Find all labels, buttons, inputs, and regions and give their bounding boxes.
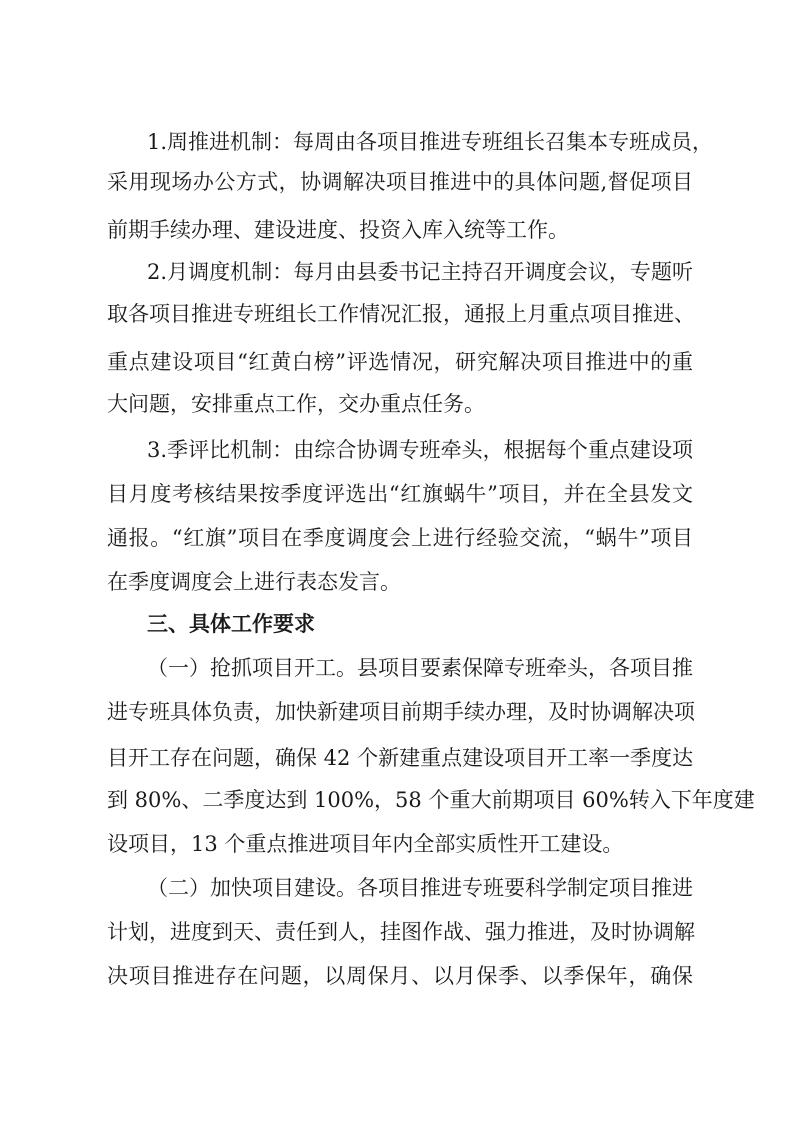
- paragraph-line: 2.月调度机制：每月由县委书记主持召开调度会议，专题听: [147, 260, 693, 284]
- paragraph-line: 目月度考核结果按季度评选出“红旗蜗牛”项目，并在全县发文: [107, 482, 693, 506]
- paragraph-line: 设项目，13 个重点推进项目年内全部实质性开工建设。: [107, 832, 624, 856]
- paragraph-line: 决项目推进存在问题，以周保月、以月保季、以季保年，确保: [107, 964, 693, 988]
- paragraph-line: 进专班具体负责，加快新建项目前期手续办理，及时协调解决项: [107, 700, 695, 724]
- paragraph-line: 1.周推进机制：每周由各项目推进专班组长召集本专班成员，: [147, 130, 714, 154]
- paragraph-line: 取各项目推进专班组长工作情况汇报，通报上月重点项目推进、: [107, 302, 695, 326]
- paragraph-line: 采用现场办公方式，协调解决项目推进中的具体问题,督促项目: [107, 170, 693, 194]
- paragraph-line: 目开工存在问题，确保 42 个新建重点建设项目开工率一季度达: [107, 746, 694, 770]
- paragraph-line: 到 80%、二季度达到 100%，58 个重大前期项目 60%转入下年度建: [107, 788, 755, 812]
- paragraph-line: （二）加快项目建设。各项目推进专班要科学制定项目推进: [147, 876, 693, 900]
- paragraph-line: 计划，进度到天、责任到人，挂图作战、强力推进，及时协调解: [107, 920, 695, 944]
- paragraph-line: 在季度调度会上进行表态发言。: [107, 570, 401, 594]
- paragraph-line: 3.季评比机制：由综合协调专班牵头，根据每个重点建设项: [147, 438, 693, 462]
- paragraph-line: 通报。“红旗”项目在季度调度会上进行经验交流，“蜗牛”项目: [107, 526, 693, 550]
- paragraph-line: 重点建设项目“红黄白榜”评选情况，研究解决项目推进中的重: [107, 350, 693, 374]
- section-heading: 三、具体工作要求: [147, 612, 315, 636]
- paragraph-line: 大问题，安排重点工作，交办重点任务。: [107, 392, 485, 416]
- paragraph-line: 前期手续办理、建设进度、投资入库入统等工作。: [107, 218, 569, 242]
- paragraph-line: （一）抢抓项目开工。县项目要素保障专班牵头，各项目推: [147, 656, 693, 680]
